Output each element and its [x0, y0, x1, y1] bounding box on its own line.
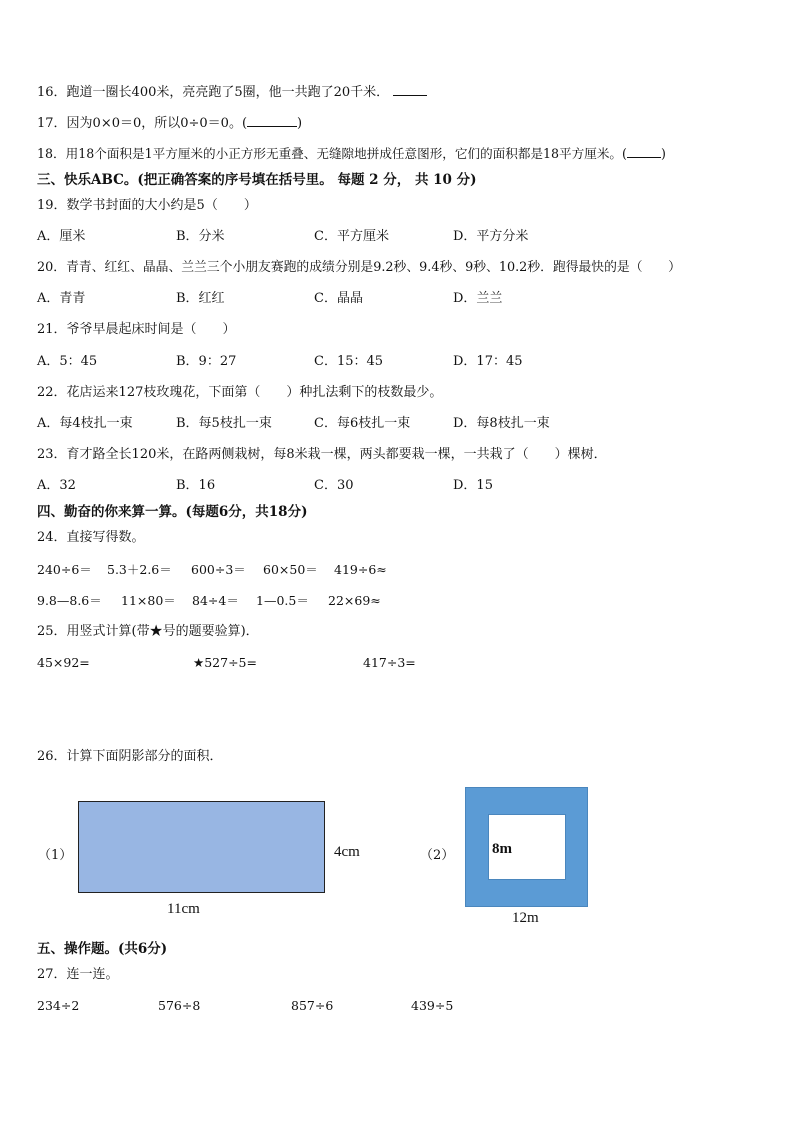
option-d[interactable]: D．兰兰 — [453, 291, 503, 306]
match-item[interactable]: 576÷8 — [158, 998, 201, 1013]
calc-item-starred: ★527÷5= — [193, 655, 257, 670]
question-27-text: 27．连一连。 — [37, 967, 119, 982]
option-b[interactable]: B．每5枝扎一束 — [176, 416, 272, 431]
question-16-text: 16．跑道一圈长400米，亮亮跑了5圈，他一共跑了20千米． — [37, 85, 390, 100]
calc-item: 84÷4＝ — [192, 593, 239, 608]
question-18: 18．用18个面积是1平方厘米的小正方形无重叠、无缝隙地拼成任意图形，它们的面积都是18平方厘米。( ) — [37, 146, 666, 161]
option-d[interactable]: D．15 — [453, 478, 493, 493]
calc-item: 11×80＝ — [121, 593, 176, 608]
answer-blank[interactable] — [247, 114, 297, 127]
calc-item: 45×92= — [37, 655, 90, 670]
calc-item: 5.3＋2.6＝ — [107, 562, 172, 577]
option-d[interactable]: D．17：45 — [453, 354, 523, 369]
option-b[interactable]: B．9：27 — [176, 354, 237, 369]
calc-item: 9.8—8.6＝ — [37, 593, 102, 608]
width-label: 11cm — [167, 901, 200, 917]
question-21-text: 21．爷爷早晨起床时间是（ ） — [37, 322, 236, 337]
section-3-title: 三、快乐ABC。(把正确答案的序号填在括号里。 每题 2 分， 共 10 分) — [37, 172, 477, 188]
section-4-title: 四、勤奋的你来算一算。(每题6分，共18分) — [37, 504, 308, 520]
question-25-text: 25．用竖式计算(带★号的题要验算)． — [37, 624, 259, 639]
calc-item: 417÷3= — [363, 655, 416, 670]
option-a[interactable]: A．厘米 — [37, 229, 86, 244]
option-d[interactable]: D．每8枝扎一束 — [453, 416, 550, 431]
outer-side-label: 12m — [512, 910, 539, 926]
option-b[interactable]: B．16 — [176, 478, 216, 493]
question-22-text: 22．花店运来127枝玫瑰花，下面第（ ）种扎法剩下的枝数最少。 — [37, 385, 443, 400]
question-18-text: 18．用18个面积是1平方厘米的小正方形无重叠、无缝隙地拼成任意图形，它们的面积都是18平方厘米。( — [37, 146, 627, 161]
question-20-text: 20．青青、红红、晶晶、兰兰三个小朋友赛跑的成绩分别是9.2秒、9.4秒、9秒、10.2秒．跑得最快的是（ ） — [37, 260, 681, 275]
inner-side-label: 8m — [492, 841, 512, 857]
option-b[interactable]: B．分米 — [176, 229, 225, 244]
question-24-text: 24．直接写得数。 — [37, 530, 145, 545]
option-c[interactable]: C．15：45 — [314, 354, 384, 369]
option-a[interactable]: A．32 — [37, 478, 76, 493]
match-item[interactable]: 234÷2 — [37, 998, 80, 1013]
calc-item: 22×69≈ — [328, 593, 381, 608]
section-5-title: 五、操作题。(共6分) — [37, 941, 168, 957]
answer-blank[interactable] — [393, 83, 427, 96]
calc-item: 240÷6＝ — [37, 562, 92, 577]
shaded-rectangle — [78, 801, 325, 893]
height-label: 4cm — [334, 844, 360, 860]
answer-blank[interactable] — [627, 145, 661, 158]
option-c[interactable]: C．平方厘米 — [314, 229, 389, 244]
match-item[interactable]: 857÷6 — [291, 998, 334, 1013]
option-b[interactable]: B．红红 — [176, 291, 225, 306]
option-c[interactable]: C．晶晶 — [314, 291, 363, 306]
figure-2-number: （2） — [420, 848, 455, 863]
option-c[interactable]: C．30 — [314, 478, 354, 493]
option-a[interactable]: A．青青 — [37, 291, 86, 306]
question-16 — [37, 83, 427, 101]
question-23-text: 23．育才路全长120米，在路两侧栽树，每8米栽一棵，两头都要栽一棵，一共栽了（ ）棵树． — [37, 447, 607, 462]
option-d[interactable]: D．平方分米 — [453, 229, 529, 244]
calc-item: 600÷3＝ — [191, 562, 246, 577]
option-a[interactable]: A．每4枝扎一束 — [37, 416, 133, 431]
option-a[interactable]: A．5：45 — [37, 354, 98, 369]
question-17-text: 17．因为0×0＝0，所以0÷0＝0。( — [37, 116, 248, 131]
calc-item: 419÷6≈ — [334, 562, 387, 577]
match-item[interactable]: 439÷5 — [411, 998, 454, 1013]
calc-item: 60×50＝ — [263, 562, 318, 577]
figure-1-number: （1） — [38, 848, 73, 863]
option-c[interactable]: C．每6枝扎一束 — [314, 416, 411, 431]
calc-item: 1—0.5＝ — [256, 593, 309, 608]
question-26-text: 26．计算下面阴影部分的面积． — [37, 749, 223, 764]
question-17: 17．因为0×0＝0，所以0÷0＝0。( ) — [37, 116, 303, 131]
question-19-text: 19．数学书封面的大小约是5（ ） — [37, 198, 257, 213]
